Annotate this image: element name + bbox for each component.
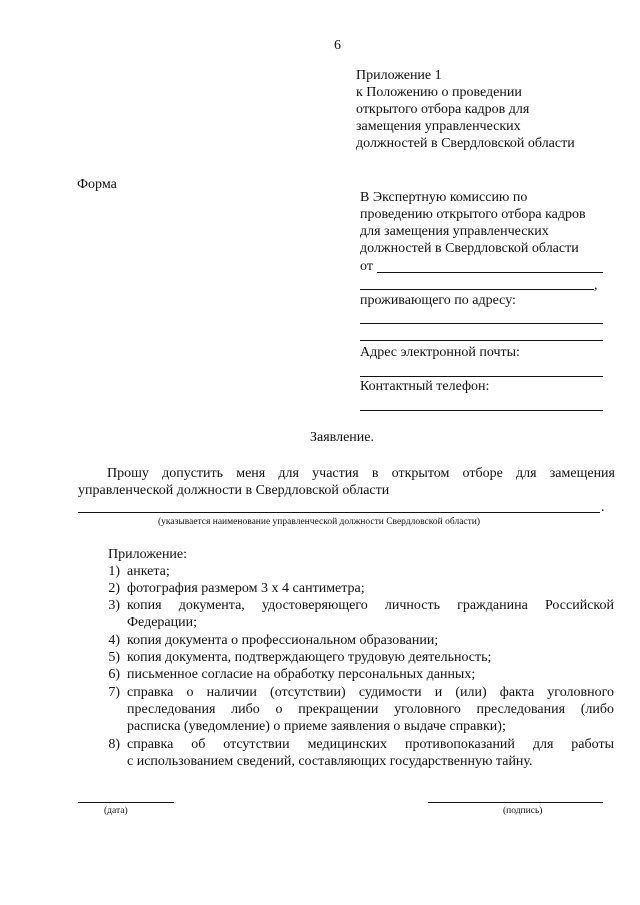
- signature-label: (подпись): [503, 806, 543, 816]
- appendix-line: замещения управленческих: [356, 119, 521, 134]
- list-item-text-cont: Федерации;: [127, 615, 198, 630]
- list-item-text: анкета;: [127, 564, 170, 579]
- list-item-number: 7): [108, 685, 120, 700]
- from-comma: ,: [594, 278, 598, 293]
- from-name-field[interactable]: [377, 272, 603, 273]
- from-name-field-2[interactable]: [360, 289, 594, 290]
- statement-title: Заявление.: [310, 430, 374, 445]
- email-field[interactable]: [360, 376, 603, 377]
- statement-line-1: Прошу допустить меня для участия в открытом отборе для замещения: [107, 466, 615, 481]
- list-item-text: письменное согласие на обработку персональных данных;: [127, 667, 476, 682]
- position-end-dot: .: [601, 500, 605, 515]
- list-item-number: 6): [108, 667, 120, 682]
- address-field[interactable]: [360, 323, 603, 324]
- addressee-line: проведению открытого отбора кадров: [360, 207, 586, 222]
- phone-field[interactable]: [360, 410, 603, 411]
- page-number: 6: [334, 38, 341, 53]
- list-item-number: 1): [108, 564, 120, 579]
- form-label: Форма: [77, 177, 117, 192]
- list-item-number: 2): [108, 581, 120, 596]
- list-item-number: 5): [108, 650, 120, 665]
- address-field-2[interactable]: [360, 340, 603, 341]
- date-field[interactable]: [78, 802, 174, 803]
- from-label: от: [360, 259, 373, 274]
- list-item-text: фотография размером 3 х 4 сантиметра;: [127, 581, 365, 596]
- appendix-title: Приложение 1: [356, 68, 442, 83]
- addressee-line: должностей в Свердловской области: [360, 241, 579, 256]
- email-label: Адрес электронной почты:: [360, 345, 520, 360]
- list-item-text: копия документа о профессиональном образовании;: [127, 633, 439, 648]
- position-name-field[interactable]: [78, 512, 600, 513]
- list-item-text-cont: с использованием сведений, составляющих государственную тайну.: [127, 754, 533, 769]
- list-item-text-cont: преследования либо о прекращении уголовного преследования (либо: [127, 702, 614, 717]
- position-hint: (указывается наименование управленческой должности Свердловской области): [158, 517, 481, 527]
- list-item-text: справка об отсутствии медицинских противопоказаний для работы: [127, 737, 614, 752]
- appendix-line: открытого отбора кадров для: [356, 102, 530, 117]
- list-item-text-cont: расписка (уведомление) о приеме заявления о выдаче справки);: [127, 719, 506, 734]
- list-item-number: 3): [108, 598, 120, 613]
- addressee-line: для замещения управленческих: [360, 224, 549, 239]
- list-item-number: 4): [108, 633, 120, 648]
- list-item-text: копия документа, подтверждающего трудовую деятельность;: [127, 650, 492, 665]
- address-label: проживающего по адресу:: [360, 293, 516, 308]
- list-item-text: копия документа, удостоверяющего личность гражданина Российской: [127, 598, 614, 613]
- statement-line-2: управленческой должности в Свердловской области: [78, 483, 390, 498]
- appendix-line: должностей в Свердловской области: [356, 136, 575, 151]
- list-item-text: справка о наличии (отсутствии) судимости и (или) факта уголовного: [127, 685, 614, 700]
- phone-label: Контактный телефон:: [360, 379, 490, 394]
- date-label: (дата): [104, 806, 128, 816]
- signature-field[interactable]: [428, 802, 603, 803]
- addressee-line: В Экспертную комиссию по: [360, 190, 528, 205]
- list-item-number: 8): [108, 737, 120, 752]
- attachments-heading: Приложение:: [108, 547, 188, 562]
- appendix-line: к Положению о проведении: [356, 85, 522, 100]
